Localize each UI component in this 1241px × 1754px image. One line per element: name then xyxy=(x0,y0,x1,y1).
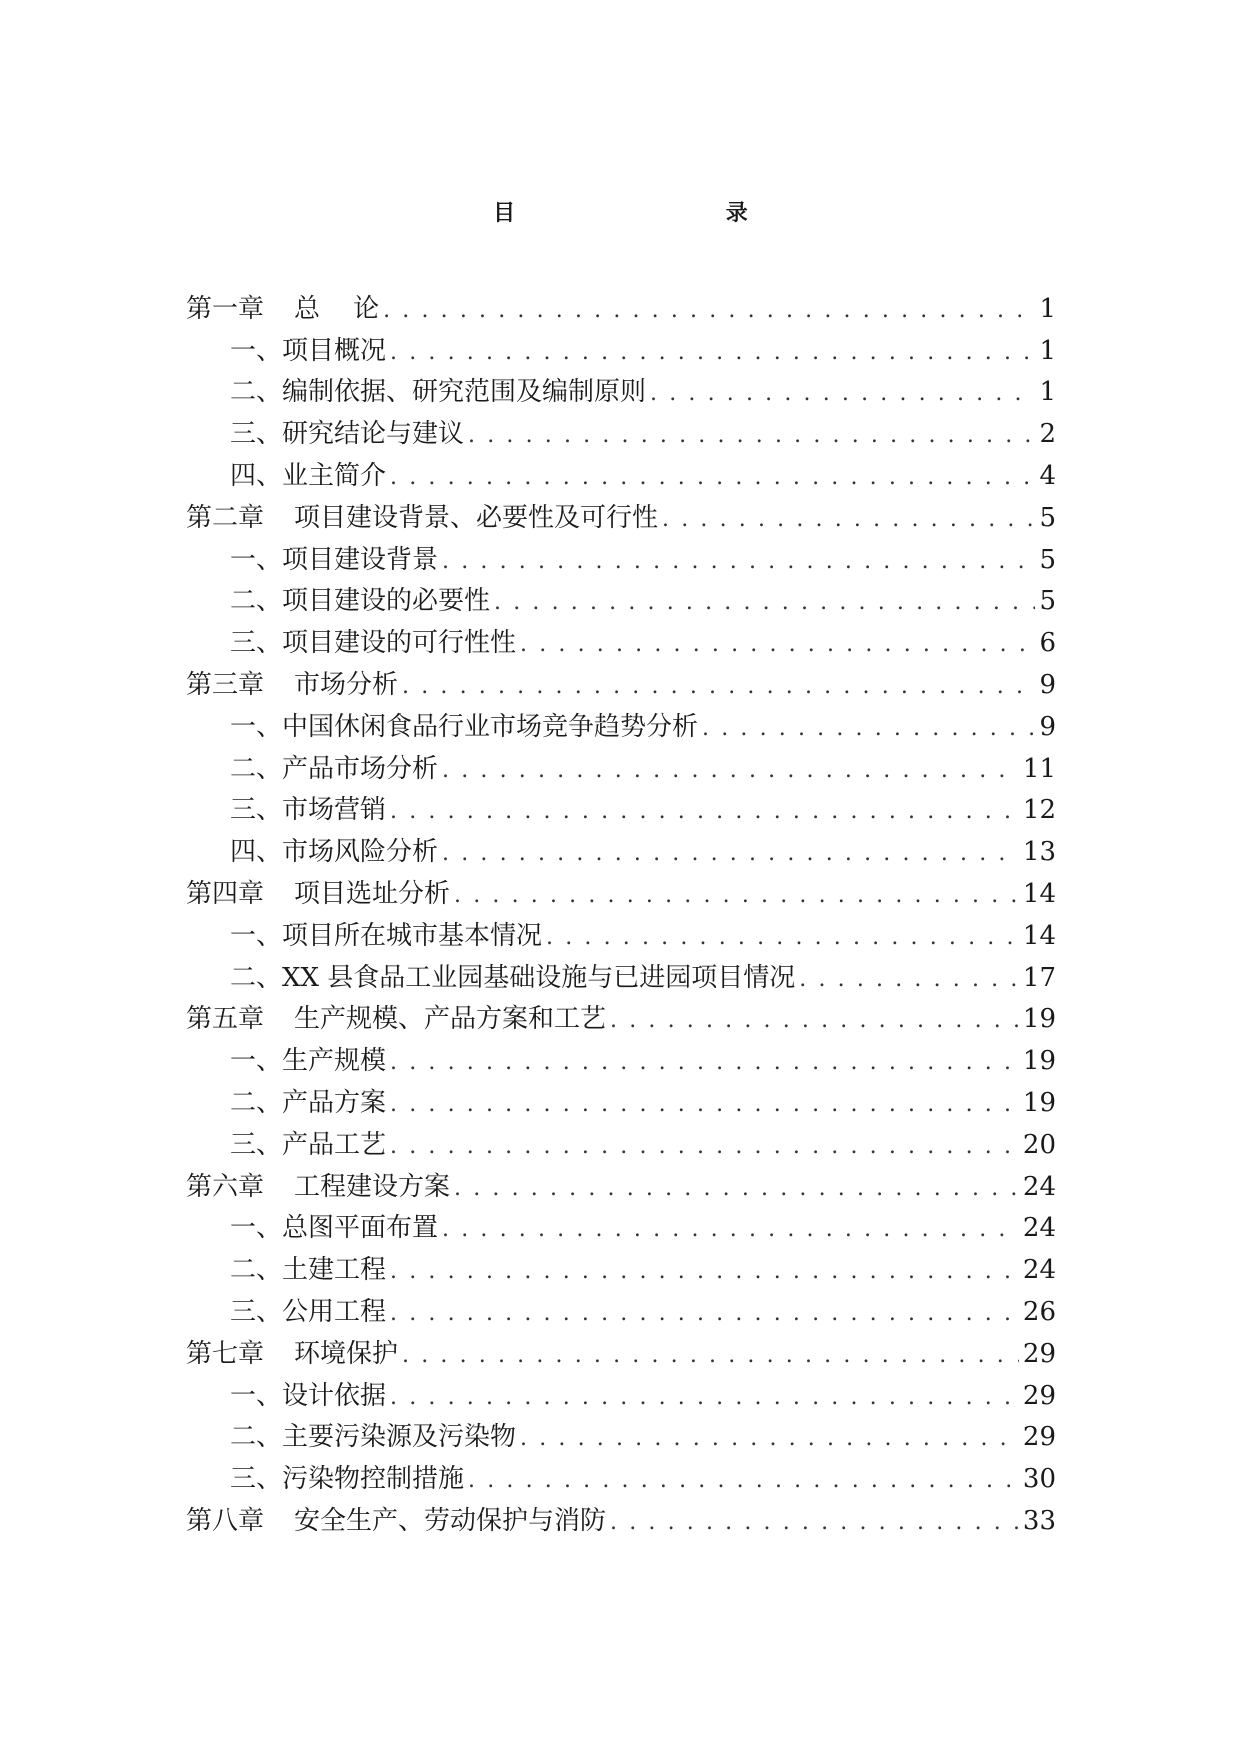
toc-dot-leader xyxy=(468,1470,1019,1492)
toc-entry-label xyxy=(186,670,399,701)
toc-chapter-title: 项目选址分析 xyxy=(294,879,451,910)
toc-page-number: 24 xyxy=(1022,1171,1056,1202)
toc-dot-leader xyxy=(390,1136,1019,1158)
toc-chapter-title: 安全生产、劳动保护与消防 xyxy=(294,1506,607,1536)
toc-chapter-number: 第八章 xyxy=(186,1506,265,1536)
toc-dot-leader xyxy=(494,592,1035,614)
toc-entry-label: 三、项目建设的可行性性 xyxy=(230,628,517,659)
toc-page-number: 26 xyxy=(1022,1297,1056,1328)
toc-dot-leader xyxy=(390,801,1019,823)
toc-page-number: 20 xyxy=(1022,1129,1056,1160)
toc-page-number: 1 xyxy=(1039,293,1056,324)
toc-chapter-number: 第二章 xyxy=(186,502,265,533)
toc-section-entry[interactable] xyxy=(186,915,1056,957)
toc-dot-leader xyxy=(610,1512,1019,1534)
toc-chapter-entry[interactable] xyxy=(186,664,1056,706)
toc-entry-label: 三、污染物控制措施 xyxy=(230,1464,465,1495)
toc-page-number: 1 xyxy=(1039,377,1056,408)
toc-dot-leader xyxy=(390,467,1035,489)
toc-dot-leader xyxy=(390,1094,1019,1116)
toc-chapter-title: 项目建设背景、必要性及可行性 xyxy=(294,502,659,533)
toc-entry-label xyxy=(186,1171,451,1202)
toc-section-entry[interactable] xyxy=(186,790,1056,832)
toc-section-entry[interactable] xyxy=(186,1082,1056,1124)
toc-section-entry[interactable] xyxy=(186,413,1056,455)
toc-dot-leader xyxy=(454,1178,1019,1200)
toc-page-number: 24 xyxy=(1022,1213,1056,1244)
toc-section-entry[interactable] xyxy=(186,1375,1056,1417)
toc-chapter-entry[interactable] xyxy=(186,1166,1056,1208)
toc-section-entry[interactable] xyxy=(186,372,1056,414)
toc-dot-leader xyxy=(442,843,1019,865)
toc-entry-label: 一、生产规模 xyxy=(230,1046,387,1077)
toc-page-number: 2 xyxy=(1039,419,1056,450)
toc-page-number: 4 xyxy=(1039,461,1056,492)
toc-section-entry[interactable] xyxy=(186,1249,1056,1291)
toc-chapter-title: 工程建设方案 xyxy=(294,1171,451,1202)
toc-entry-label: 一、项目所在城市基本情况 xyxy=(230,920,543,951)
toc-entry-label: 二、土建工程 xyxy=(230,1255,387,1286)
toc-page-number: 19 xyxy=(1022,1046,1056,1077)
toc-dot-leader xyxy=(662,509,1035,531)
toc-dot-leader xyxy=(468,425,1035,447)
toc-entry-label xyxy=(186,1004,607,1035)
toc-dot-leader xyxy=(442,760,1019,782)
toc-dot-leader xyxy=(650,383,1035,405)
toc-page-number: 13 xyxy=(1022,837,1056,868)
toc-entry-label xyxy=(186,502,659,533)
toc-section-entry[interactable] xyxy=(186,330,1056,372)
toc-page-number: 19 xyxy=(1022,1004,1056,1035)
toc-section-entry[interactable] xyxy=(186,706,1056,748)
toc-dot-leader xyxy=(799,969,1019,991)
toc-entry-label: 四、市场风险分析 xyxy=(230,837,439,868)
toc-page-number: 5 xyxy=(1039,502,1056,533)
toc-dot-leader xyxy=(390,1387,1019,1409)
toc-chapter-title: 环境保护 xyxy=(294,1338,399,1369)
toc-dot-leader xyxy=(610,1010,1019,1032)
toc-entry-label xyxy=(186,879,451,910)
toc-entry-label: 二、产品市场分析 xyxy=(230,753,439,784)
toc-section-entry[interactable] xyxy=(186,581,1056,623)
toc-chapter-number: 第六章 xyxy=(186,1171,265,1202)
toc-entry-label: 一、项目概况 xyxy=(230,335,387,366)
toc-section-entry[interactable] xyxy=(186,622,1056,664)
toc-section-entry[interactable] xyxy=(186,1291,1056,1333)
toc-entry-label: 二、产品方案 xyxy=(230,1088,387,1119)
toc-dot-leader xyxy=(702,718,1035,740)
toc-dot-leader xyxy=(390,1052,1019,1074)
toc-entry-label: 三、研究结论与建议 xyxy=(230,419,465,450)
toc-entry-label xyxy=(186,1508,606,1534)
toc-dot-leader xyxy=(442,551,1035,573)
toc-entry-label: 四、业主简介 xyxy=(230,461,387,492)
toc-dot-leader xyxy=(390,1261,1019,1283)
toc-section-entry[interactable] xyxy=(186,1458,1056,1500)
toc-chapter-title: 市场分析 xyxy=(294,670,399,701)
toc-chapter-entry[interactable] xyxy=(186,999,1056,1041)
document-title: 目 录 xyxy=(493,200,784,226)
toc-dot-leader xyxy=(546,927,1019,949)
toc-dot-leader xyxy=(402,676,1035,698)
toc-dot-leader xyxy=(520,634,1035,656)
toc-section-entry[interactable] xyxy=(186,1124,1056,1166)
toc-chapter-title: 生产规模、产品方案和工艺 xyxy=(294,1004,607,1035)
table-of-contents xyxy=(186,288,1056,1542)
toc-page-number: 12 xyxy=(1022,795,1056,826)
toc-entry-label: 二、项目建设的必要性 xyxy=(230,586,491,617)
toc-chapter-number: 第五章 xyxy=(186,1004,265,1035)
toc-entry-label: 二、XX 县食品工业园基础设施与已进园项目情况 xyxy=(230,962,796,993)
toc-page-number: 17 xyxy=(1022,962,1056,993)
toc-section-entry[interactable] xyxy=(186,1208,1056,1250)
toc-section-entry[interactable] xyxy=(186,957,1056,999)
toc-section-entry[interactable] xyxy=(186,831,1056,873)
toc-page-number: 29 xyxy=(1022,1338,1056,1369)
toc-entry-label: 三、公用工程 xyxy=(230,1297,387,1328)
toc-page-number: 14 xyxy=(1022,920,1056,951)
toc-chapter-number: 第三章 xyxy=(186,670,265,701)
toc-dot-leader xyxy=(383,300,1035,322)
toc-dot-leader xyxy=(454,885,1019,907)
toc-page-number: 9 xyxy=(1039,711,1056,742)
toc-entry-label: 三、产品工艺 xyxy=(230,1129,387,1160)
toc-section-entry[interactable] xyxy=(186,455,1056,497)
toc-entry-label: 一、项目建设背景 xyxy=(230,544,439,575)
toc-page-number: 6 xyxy=(1039,628,1056,659)
toc-page-number: 33 xyxy=(1022,1506,1056,1536)
toc-dot-leader xyxy=(442,1219,1019,1241)
toc-section-entry[interactable] xyxy=(186,748,1056,790)
toc-page-number: 14 xyxy=(1022,879,1056,910)
toc-page-number: 5 xyxy=(1039,544,1056,575)
toc-entry-label xyxy=(186,1338,399,1369)
toc-entry-label xyxy=(186,293,380,324)
toc-chapter-entry[interactable] xyxy=(186,1333,1056,1375)
toc-chapter-entry[interactable] xyxy=(186,873,1056,915)
toc-section-entry[interactable] xyxy=(186,1417,1056,1459)
toc-section-entry[interactable] xyxy=(186,539,1056,581)
toc-page-number: 24 xyxy=(1022,1255,1056,1286)
toc-chapter-number: 第七章 xyxy=(186,1338,265,1369)
toc-page-number: 5 xyxy=(1039,586,1056,617)
toc-page-number: 9 xyxy=(1039,670,1056,701)
toc-entry-label: 一、中国休闲食品行业市场竞争趋势分析 xyxy=(230,711,699,742)
toc-page-number: 19 xyxy=(1022,1088,1056,1119)
toc-chapter-number: 第四章 xyxy=(186,879,265,910)
toc-section-entry[interactable] xyxy=(186,1040,1056,1082)
toc-dot-leader xyxy=(520,1428,1019,1450)
toc-chapter-entry[interactable] xyxy=(186,288,1056,330)
toc-page-number: 30 xyxy=(1022,1464,1056,1495)
toc-chapter-entry[interactable] xyxy=(186,497,1056,539)
toc-chapter-entry[interactable] xyxy=(186,1500,1056,1542)
toc-entry-label: 一、总图平面布置 xyxy=(230,1213,439,1244)
toc-entry-label: 二、主要污染源及污染物 xyxy=(230,1422,517,1453)
toc-dot-leader xyxy=(390,1303,1019,1325)
toc-page-number: 29 xyxy=(1022,1380,1056,1411)
toc-page-number: 29 xyxy=(1022,1422,1056,1453)
toc-page-number: 1 xyxy=(1039,335,1056,366)
toc-entry-label: 二、编制依据、研究范围及编制原则 xyxy=(230,377,647,408)
toc-chapter-title: 总 论 xyxy=(294,293,380,324)
toc-entry-label: 三、市场营销 xyxy=(230,795,387,826)
toc-dot-leader xyxy=(402,1345,1019,1367)
toc-page-number: 11 xyxy=(1022,753,1056,784)
toc-entry-label: 一、设计依据 xyxy=(230,1380,387,1411)
toc-dot-leader xyxy=(390,342,1035,364)
toc-chapter-number: 第一章 xyxy=(186,293,265,324)
